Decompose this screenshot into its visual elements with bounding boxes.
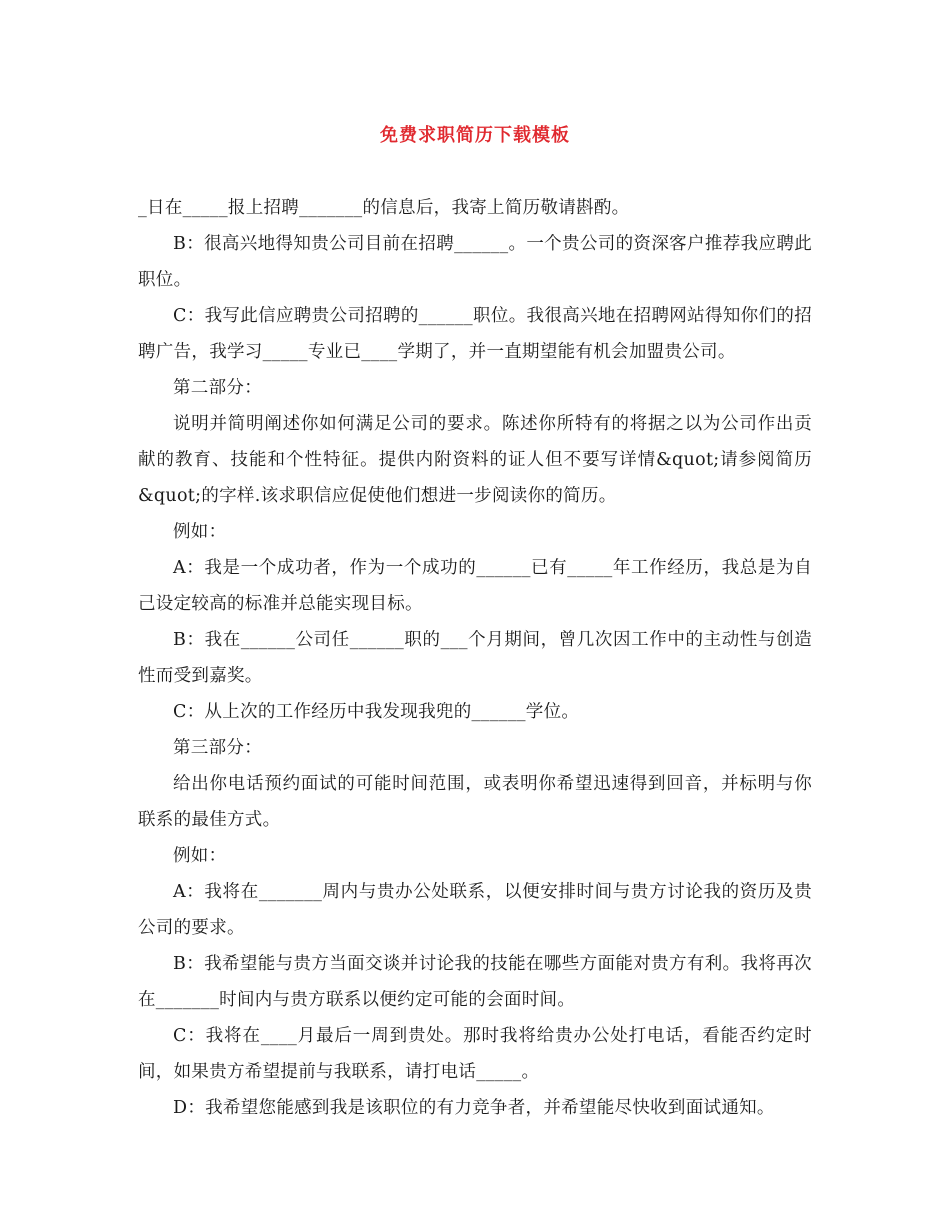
paragraph: B：很高兴地得知贵公司目前在招聘______。一个贵公司的资深客户推荐我应聘此职位。 bbox=[138, 234, 812, 290]
paragraph: B：我希望能与贵方当面交谈并讨论我的技能在哪些方面能对贵方有利。我将再次在_______时间内与贵方联系以便约定可能的会面时间。 bbox=[138, 954, 812, 1010]
paragraph: B：我在______公司任______职的___个月期间，曾几次因工作中的主动性与创造性而受到嘉奖。 bbox=[138, 630, 812, 686]
section-heading: 第二部分： bbox=[173, 378, 262, 398]
paragraph: _日在_____报上招聘_______的信息后，我寄上简历敬请斟酌。 bbox=[138, 198, 630, 218]
section-heading: 第三部分： bbox=[173, 738, 262, 758]
paragraph: C：我将在____月最后一周到贵处。那时我将给贵办公处打电话，看能否约定时间，如果贵方希望提前与我联系，请打电话_____。 bbox=[138, 1026, 812, 1082]
paragraph: A：我将在_______周内与贵办公处联系，以便安排时间与贵方讨论我的资历及贵公司的要求。 bbox=[138, 882, 812, 938]
paragraph: C：从上次的工作经历中我发现我兜的______学位。 bbox=[173, 702, 580, 722]
paragraph: 说明并简明阐述你如何满足公司的要求。陈述你所特有的将据之以为公司作出贡献的教育、技能和个性特征。提供内附资料的证人但不要写详情&quot;请参阅简历&quot;的字样.该求职信应促使他们想进一步阅读你的简历。 bbox=[138, 414, 812, 506]
document-title: 免费求职简历下载模板 bbox=[380, 125, 570, 146]
paragraph: 给出你电话预约面试的可能时间范围，或表明你希望迅速得到回音，并标明与你联系的最佳方式。 bbox=[138, 774, 812, 830]
paragraph: A：我是一个成功者，作为一个成功的______已有_____年工作经历，我总是为自己设定较高的标准并总能实现目标。 bbox=[138, 558, 812, 614]
example-label: 例如： bbox=[173, 846, 227, 866]
example-label: 例如： bbox=[173, 522, 227, 542]
paragraph: C：我写此信应聘贵公司招聘的______职位。我很高兴地在招聘网站得知你们的招聘广告，我学习_____专业已____学期了，并一直期望能有机会加盟贵公司。 bbox=[138, 306, 812, 362]
paragraph: D：我希望您能感到我是该职位的有力竞争者，并希望能尽快收到面试通知。 bbox=[173, 1098, 775, 1118]
